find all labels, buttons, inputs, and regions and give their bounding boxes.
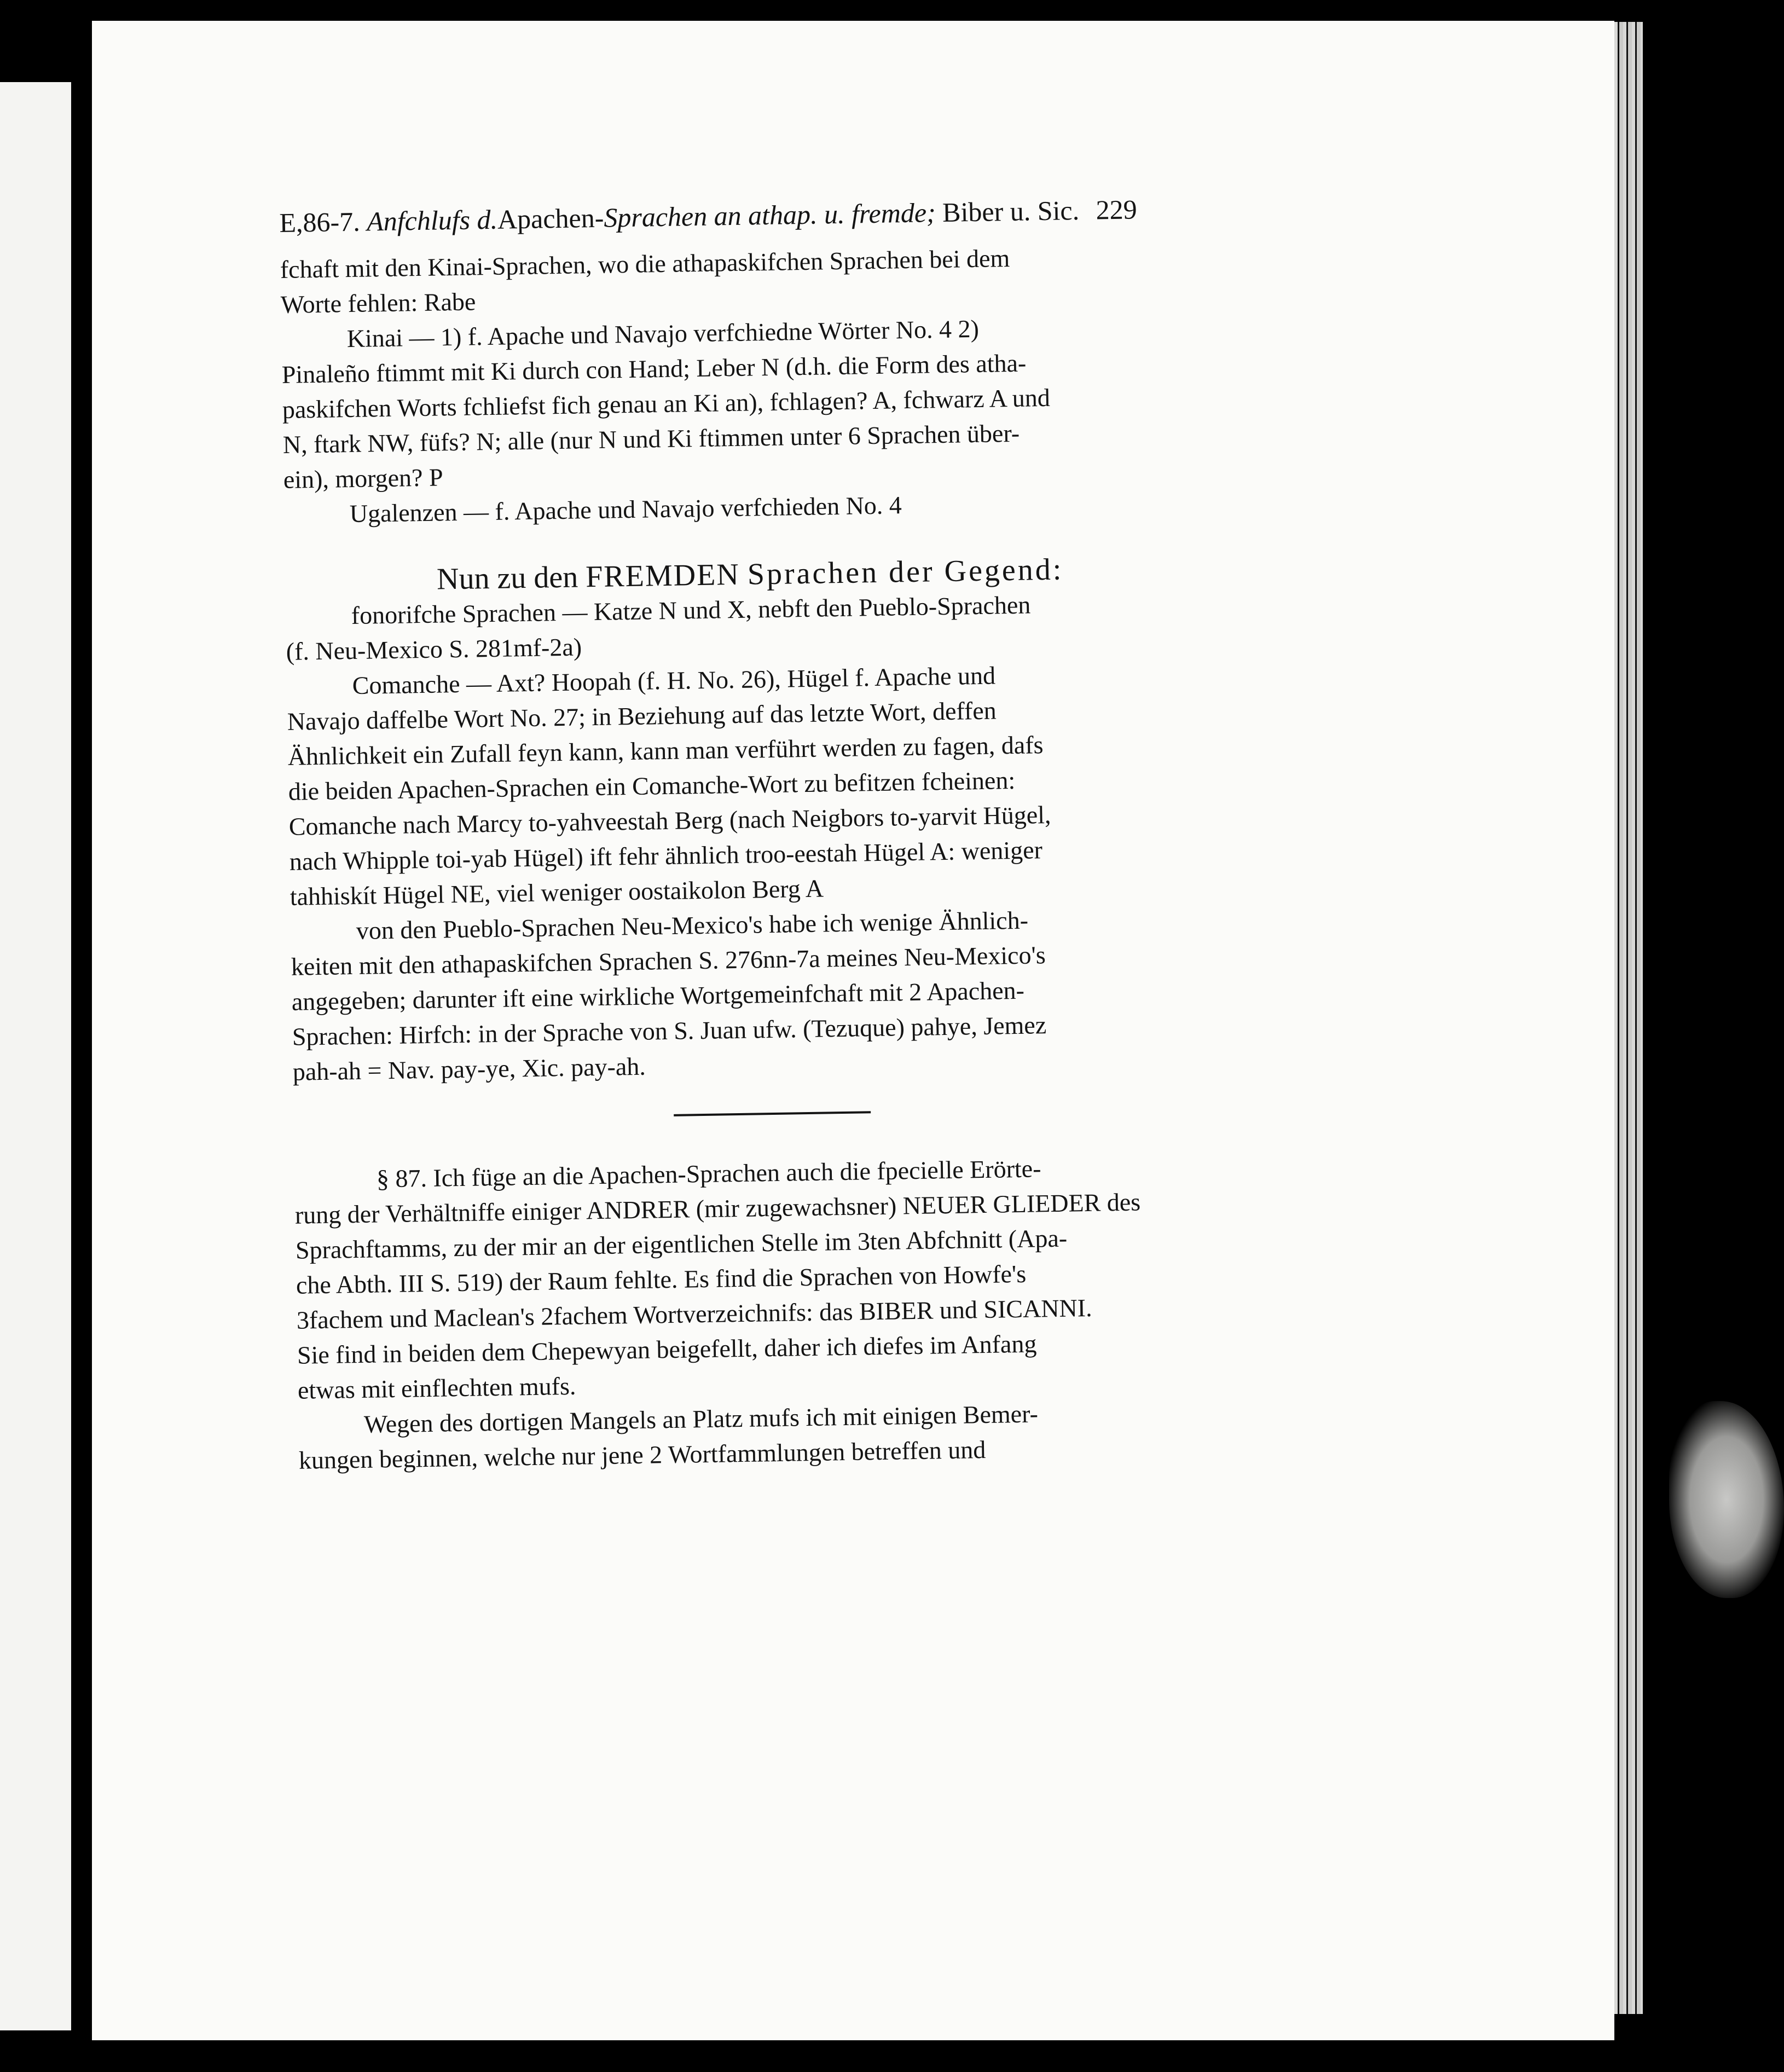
text-line: fonorifche Sprachen — Katze N und X, nebft den Pueblo-Sprachen xyxy=(351,591,1031,630)
text-line: ein), morgen? P xyxy=(283,463,443,494)
heading-part: Sprachen der Gegend: xyxy=(747,552,1064,592)
text-line: Ähnlichkeit ein Zufall feyn kann, kann man verführt werden zu fagen, dafs xyxy=(287,731,1044,771)
text-line: Comanche — Axt? Hoopah (f. H. No. 26), Hügel f. Apache und xyxy=(352,661,996,700)
text-line: rung der Verhältniffe einiger ANDRER (mir zugewachsner) NEUER GLIEDER des xyxy=(294,1188,1141,1229)
text-line: tahhiskít Hügel NE, viel weniger oostaikolon Berg A xyxy=(289,874,824,911)
header-title-part: Biber u. Sic. xyxy=(942,195,1080,228)
text-line: von den Pueblo-Sprachen Neu-Mexico's habe ich wenige Ähnlich- xyxy=(356,906,1029,945)
header-title-part: Anfchlufs d. xyxy=(366,204,498,237)
header-title-part: Sprachen an athap. u. fremde; xyxy=(603,197,936,233)
text-line: die beiden Apachen-Sprachen ein Comanche-Wort zu befitzen fcheinen: xyxy=(288,766,1016,806)
text-line: Ugalenzen — f. Apache und Navajo verfchieden No. 4 xyxy=(349,491,902,528)
text-line: Sprachftamms, zu der mir an der eigentlichen Stelle im 3ten Abfchnitt (Apa- xyxy=(295,1224,1068,1264)
header-title-part: Apachen- xyxy=(497,202,604,235)
page-number: 229 xyxy=(1096,194,1138,225)
text-line: Kinai — 1) f. Apache und Navajo verfchiedne Wörter No. 4 2) xyxy=(346,314,980,353)
text-line: nach Whipple toi-yab Hügel) ift fehr ähnlich troo-eestah Hügel A: weniger xyxy=(289,836,1043,876)
text-line: Sprachen: Hirfch: in der Sprache von S. Juan ufw. (Tezuque) pahye, Jemez xyxy=(292,1011,1047,1051)
section-divider xyxy=(674,1111,871,1116)
heading-part: Nun zu den xyxy=(436,560,578,597)
text-line: Worte fehlen: Rabe xyxy=(280,287,476,319)
text-line: pah-ah = Nav. pay-ye, Xic. pay-ah. xyxy=(292,1052,646,1086)
text-line: keiten mit den athapaskifchen Sprachen S. 276nn-7a meines Neu-Mexico's xyxy=(291,941,1046,981)
text-line: 3fachem und Maclean's 2fachem Wortverzeichnifs: das BIBER und SICANNI. xyxy=(296,1293,1092,1334)
text-line: Wegen des dortigen Mangels an Platz mufs ich mit einigen Bemer- xyxy=(363,1399,1039,1438)
text-line: angegeben; darunter ift eine wirkliche Wortgemeinfchaft mit 2 Apachen- xyxy=(291,976,1025,1016)
text-line: Sie find in beiden dem Chepewyan beigefellt, daher ich diefes im Anfang xyxy=(297,1329,1037,1369)
text-line: N, ftark NW, füfs? N; alle (nur N und Ki ftimmen unter 6 Sprachen über- xyxy=(282,419,1020,459)
text-line: Comanche nach Marcy to-yahveestah Berg (nach Neigbors to-yarvit Hügel, xyxy=(288,800,1051,841)
page-text xyxy=(279,190,1229,1478)
page-stack-edge xyxy=(1614,22,1643,2014)
page-damage-stain xyxy=(1669,1401,1784,1598)
text-line: paskifchen Worts fchliefst fich genau an Ki an), fchlagen? A, fchwarz A und xyxy=(282,383,1051,424)
text-line: (f. Neu-Mexico S. 281mf-2a) xyxy=(286,633,582,665)
text-line: kungen beginnen, welche nur jene 2 Wortfammlungen betreffen und xyxy=(298,1436,986,1474)
section-ref: E,86-7. xyxy=(279,206,361,238)
text-line: Navajo daffelbe Wort No. 27; in Beziehung auf das letzte Wort, deffen xyxy=(287,696,997,736)
text-line: etwas mit einflechten mufs. xyxy=(297,1371,576,1404)
text-line: che Abth. III S. 519) der Raum fehlte. Es find die Sprachen von Howfe's xyxy=(296,1259,1027,1299)
text-line: § 87. Ich füge an die Apachen-Sprachen auch die fpecielle Erörte- xyxy=(376,1154,1041,1193)
heading-part: FREMDEN xyxy=(585,557,740,594)
adjacent-page-edge xyxy=(0,82,71,2030)
text-line: Pinaleño ftimmt mit Ki durch con Hand; Leber N (d.h. die Form des atha- xyxy=(281,349,1027,389)
text-line: fchaft mit den Kinai-Sprachen, wo die athapaskifchen Sprachen bei dem xyxy=(280,244,1010,283)
